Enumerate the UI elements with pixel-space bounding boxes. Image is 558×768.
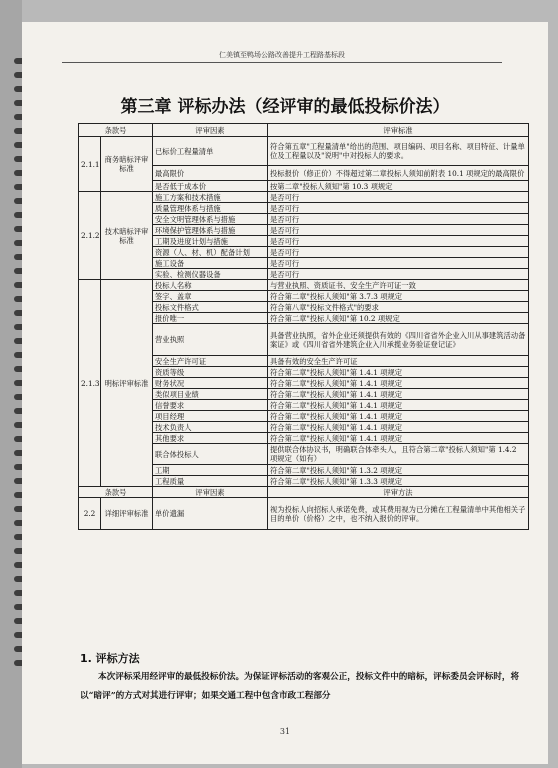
- review-factor: 安全文明管理体系与措施: [153, 214, 268, 225]
- review-method: 视为投标人向招标人承诺免费，或其费用视为已分摊在工程量清单中其他相关子目的单价（价格）之中，也不纳入报价的评审。: [268, 498, 529, 530]
- review-standard: 是否可行: [268, 258, 529, 269]
- review-standard: 符合第二章"投标人须知"第 1.4.1 项规定: [268, 422, 529, 433]
- criteria-category: 商务暗标评审标准: [101, 137, 153, 192]
- review-factor: 施工设备: [153, 258, 268, 269]
- review-factor: 最高限价: [153, 166, 268, 181]
- table-row: [79, 137, 529, 166]
- header-standard: 评审标准: [268, 124, 529, 137]
- review-standard: 是否可行: [268, 192, 529, 203]
- review-factor: 环境保护管理体系与措施: [153, 225, 268, 236]
- chapter-title: 第三章 评标办法（经评审的最低投标价法）: [120, 97, 450, 117]
- subheader-factor: 评审因素: [153, 487, 268, 498]
- page-number: 31: [279, 727, 291, 736]
- running-header: 仁美镇至鸭场公路改善提升工程路基标段: [62, 48, 502, 63]
- review-standard: 是否可行: [268, 225, 529, 236]
- review-factor: 实验、检测仪器设备: [153, 269, 268, 280]
- review-standard: 具备营业执照，省外企业还须提供有效的《四川省省外企业入川从事建筑活动备案证》或《四川省省外建筑企业入川承揽业务验证登记证》: [268, 324, 529, 356]
- review-standard: 与营业执照、资质证书、安全生产许可证一致: [268, 280, 529, 291]
- review-standard: 符合第二章"投标人须知"第 1.4.1 项规定: [268, 389, 529, 400]
- review-factor: 工期及进度计划与措施: [153, 236, 268, 247]
- review-standard: 提供联合体协议书，明确联合体牵头人，且符合第二章"投标人须知"第 1.4.2 项规定（如有）: [268, 444, 529, 465]
- section-heading: 1. 评标方法: [80, 652, 140, 665]
- evaluation-criteria-table: [78, 123, 529, 530]
- review-standard: 符合第二章"投标人须知"第 1.4.1 项规定: [268, 367, 529, 378]
- review-factor: 质量管理体系与措施: [153, 203, 268, 214]
- review-factor: 是否低于成本价: [153, 181, 268, 192]
- review-factor: 财务状况: [153, 378, 268, 389]
- review-factor: 营业执照: [153, 324, 268, 356]
- clause-number: 2.1.2: [79, 192, 101, 280]
- review-standard: 符合第二章"投标人须知"第 1.4.1 项规定: [268, 378, 529, 389]
- table-header-row: [79, 124, 529, 137]
- review-factor: 安全生产许可证: [153, 356, 268, 367]
- review-factor: 已标价工程量清单: [153, 137, 268, 166]
- header-clause-number: 条款号: [79, 124, 153, 137]
- review-standard: 投标报价（修正价）不得超过第二章投标人须知前附表 10.1 项规定的最高限价: [268, 166, 529, 181]
- body-paragraph: 本次评标采用经评审的最低投标价法。为保证评标活动的客观公正，投标文件中的暗标，评标委员会评标时，将以“暗评”的方式对其进行评审；如果交通工程中包含市政工程部分: [80, 672, 520, 701]
- table-row: [79, 280, 529, 291]
- review-standard: 是否可行: [268, 214, 529, 225]
- review-factor: 工程质量: [153, 476, 268, 487]
- review-standard: 是否可行: [268, 236, 529, 247]
- review-standard: 符合第二章"投标人须知"第 1.3.3 项规定: [268, 476, 529, 487]
- review-standard: 符合第八章"投标文件格式"的要求: [268, 302, 529, 313]
- review-standard: 符合第二章"投标人须知"第 3.7.3 项规定: [268, 291, 529, 302]
- review-factor: 资质等级: [153, 367, 268, 378]
- table-row: [79, 192, 529, 203]
- document-page: [22, 22, 548, 764]
- clause-number: 2.1.3: [79, 280, 101, 487]
- review-factor: 投标人名称: [153, 280, 268, 291]
- criteria-category: 技术暗标评审标准: [101, 192, 153, 280]
- table-subheader-row: [79, 487, 529, 498]
- review-factor: 联合体投标人: [153, 444, 268, 465]
- clause-number: 2.2: [79, 498, 101, 530]
- subheader-method: 评审方法: [268, 487, 529, 498]
- review-standard: 是否可行: [268, 269, 529, 280]
- binding-edge: [0, 0, 22, 768]
- review-standard: 符合第二章"投标人须知"第 1.4.1 项规定: [268, 433, 529, 444]
- review-factor: 技术负责人: [153, 422, 268, 433]
- clause-number: 2.1.1: [79, 137, 101, 192]
- review-factor: 信誉要求: [153, 400, 268, 411]
- review-factor: 资源（人、材、机）配备计划: [153, 247, 268, 258]
- criteria-category: 明标评审标准: [101, 280, 153, 487]
- review-standard: 符合第二章"投标人须知"第 1.4.1 项规定: [268, 400, 529, 411]
- subheader-clause-number: 条款号: [79, 487, 153, 498]
- review-standard: 按第二章"投标人须知"第 10.3 项规定: [268, 181, 529, 192]
- review-standard: 符合第二章"投标人须知"第 10.2 项规定: [268, 313, 529, 324]
- review-standard: 是否可行: [268, 247, 529, 258]
- review-factor: 其他要求: [153, 433, 268, 444]
- review-standard: 符合第五章"工程量清单"给出的范围、项目编码、项目名称、项目特征、计量单位及工程量以及"说明"中对投标人的要求。: [268, 137, 529, 166]
- criteria-category: 详细评审标准: [101, 498, 153, 530]
- review-standard: 具备有效的安全生产许可证: [268, 356, 529, 367]
- review-factor: 签字、盖章: [153, 291, 268, 302]
- header-factor: 评审因素: [153, 124, 268, 137]
- review-factor: 施工方案和技术措施: [153, 192, 268, 203]
- review-factor: 项目经理: [153, 411, 268, 422]
- review-factor: 报价唯一: [153, 313, 268, 324]
- review-factor: 投标文件格式: [153, 302, 268, 313]
- review-standard: 符合第二章"投标人须知"第 1.4.1 项规定: [268, 411, 529, 422]
- table-row: [79, 498, 529, 530]
- review-standard: 符合第二章"投标人须知"第 1.3.2 项规定: [268, 465, 529, 476]
- review-factor: 工期: [153, 465, 268, 476]
- review-standard: 是否可行: [268, 203, 529, 214]
- review-factor: 单价遗漏: [153, 498, 268, 530]
- review-factor: 类似项目业绩: [153, 389, 268, 400]
